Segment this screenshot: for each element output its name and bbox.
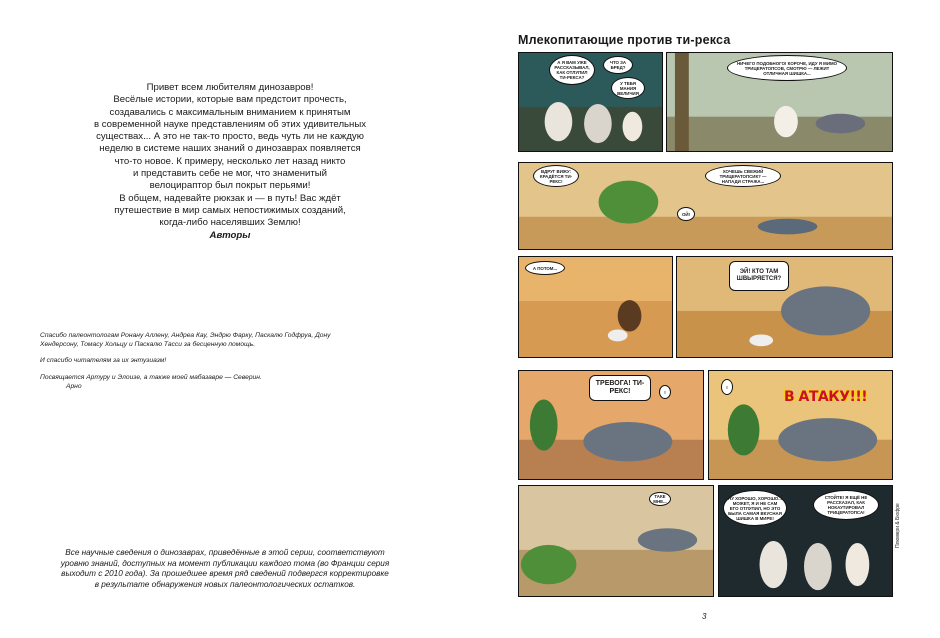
panel-8-art: [519, 486, 713, 596]
intro-line: и представить себе не мог, что знаменитый: [132, 168, 328, 180]
speech-bubble: ТАКЕ МНЕ...: [649, 492, 671, 506]
intro-line: Привет всем любителям динозавров!: [146, 82, 314, 93]
comic-panel-7: [708, 370, 893, 480]
comic-panel-8: [518, 485, 714, 597]
speech-bubble: ОЙ!: [677, 207, 695, 221]
intro-line: когда-либо населявших Землю!: [159, 217, 301, 229]
comic-panel-4: [518, 256, 673, 358]
comic-panel-1: [518, 52, 663, 152]
comic-panel-6: [518, 370, 704, 480]
intro-line: путешествие в мир самых непостижимых созданий,: [114, 204, 346, 216]
speech-bubble: НИЧЕГО ПОДОБНОГО! КОРОЧЕ, ИДУ Я МИМО ТРИЦЕРАТОПСОВ, СМОТРЮ — ЛЕЖИТ ОТЛИЧНАЯ ШИШКА...: [727, 55, 847, 81]
speech-bubble: У ТЕБЯ МАНИЯ ВЕЛИЧИЯ: [611, 77, 645, 99]
scientific-disclaimer: Все научные сведения о динозаврах, приведённые в этой серии, соответствуют уровню знаний, доступных на момент публикации каждого тома (во Франции серия выходит с 2010 года). За прошедшее время ряд сведений подвергся корректировке в результате обнаружения новых палеонтологических остатков.: [60, 548, 390, 589]
intro-text: [60, 82, 400, 242]
speech-bubble: А ПОТОМ...: [525, 261, 565, 275]
speech-bubble: ТРЕВОГА! ТИ-РЕКС!: [589, 375, 651, 401]
speech-bubble: ЭЙ! КТО ТАМ ШВЫРЯЕТСЯ?: [729, 261, 789, 291]
intro-line: неделю в системе наших знаний о динозаврах появляется: [99, 143, 361, 155]
speech-bubble: ЧТО ЗА БРЕД?: [603, 56, 633, 74]
thanks-paleontologists: Спасибо палеонтологам Ронану Аллену, Андреа Кау, Эндрю Фарку, Паскалю Годфруа, Дону Хендерсону, Томасу Хольцу и Паскалю Тасси за бесценную помощь.: [40, 332, 331, 349]
panel-7-art: [709, 371, 892, 479]
acknowledgements: [40, 331, 340, 398]
intro-line: велоцираптор был покрыт перьями!: [149, 180, 311, 192]
intro-line: что-то новое. К примеру, несколько лет назад никто: [114, 155, 346, 167]
thanks-readers: И спасибо читателям за их энтузиазм!: [40, 357, 167, 365]
intro-line: существах... А это не так-то просто, ведь чуть ли не каждую: [96, 131, 364, 143]
comic-panel-2: [666, 52, 893, 152]
intro-line: создавались с максимальным вниманием к принятым: [109, 106, 351, 118]
intro-line: Весёлые истории, которые вам предстоит прочесть,: [113, 94, 347, 106]
speech-bubble: СТОЙТЕ! Я ЕЩЁ НЕ РАССКАЗАЛ, КАК НОКАУТИРОВАЛ ТРИЦЕРАТОПСА!: [813, 490, 879, 520]
artist-credit: Плюмери & Бюфре: [895, 503, 901, 548]
speech-bubble: !: [721, 379, 733, 395]
intro-authors: Авторы: [209, 229, 251, 241]
speech-bubble: НУ ХОРОШО, ХОРОШО... МОЖЕТ, Я И НЕ САМ ЕГО ОТЛУПИЛ, НО ЭТО БЫЛА САМАЯ ВКУСНАЯ ШИШКА В МИРЕ!: [723, 490, 787, 526]
intro-line: в современной науке представлениям об этих удивительных: [93, 118, 367, 130]
comic-title: Млекопитающие против ти-рекса: [518, 33, 731, 47]
intro-line: В общем, надевайте рюкзак и — в путь! Вас ждёт: [119, 192, 341, 204]
speech-bubble: А Я ВАМ УЖЕ РАССКАЗЫВАЛ, КАК ОТЛУПИЛ ТИ-РЕКСА?: [549, 55, 595, 85]
comic-panel-5: [676, 256, 893, 358]
speech-bubble: ВДРУГ ВИЖУ: КРАДЁТСЯ ТИ-РЕКС!: [533, 165, 579, 187]
speech-bubble: ХОЧЕШЬ СВЕЖИЙ ТРИЦЕРАТОПСИК? — НАПАДИ СТРАЖА...: [705, 165, 781, 187]
speech-bubble: !: [659, 385, 671, 399]
sound-effect-text: В АТАКУ!!!: [784, 389, 868, 405]
dedication-signature: Арно: [66, 382, 82, 390]
dedication: Посвящается Артуру и Элоизе, а также моей мабазавре — Северин.: [40, 373, 262, 381]
comic-panel-3: [518, 162, 893, 250]
right-page: [470, 0, 940, 638]
comic-panel-9: [718, 485, 893, 597]
page-number: 3: [702, 612, 707, 621]
